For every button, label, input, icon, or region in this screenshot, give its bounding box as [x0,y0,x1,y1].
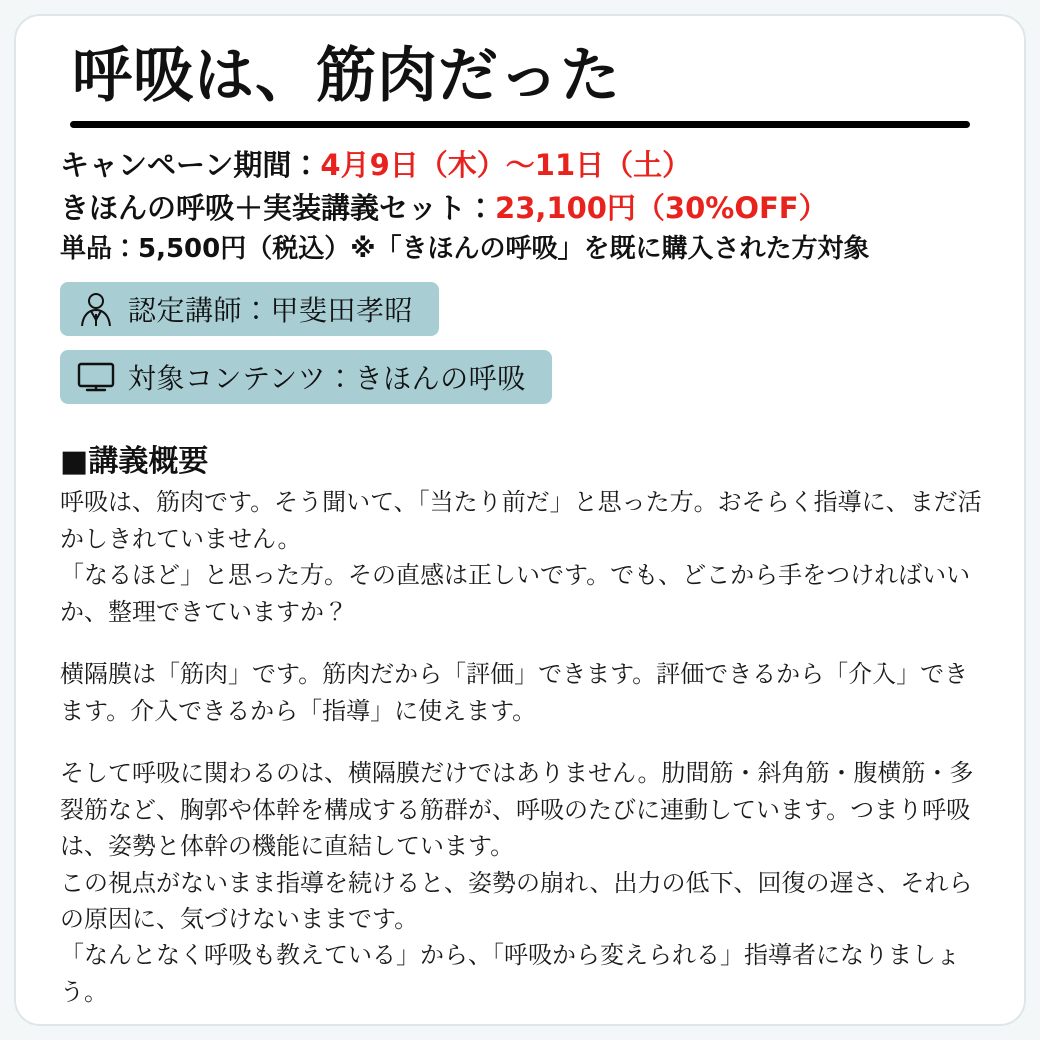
card-inner [16,16,1024,1010]
content-chip [60,350,552,404]
instructor-chip-label: 認定講師：甲斐田孝昭 [128,294,414,328]
section-heading: ■講義概要 [60,444,209,480]
paragraph-spacer-1 [60,630,990,656]
single-price-line: 単品：5,500円（税込）※「きほんの呼吸」を既に購入された方対象 [60,233,870,264]
campaign-period-label: キャンペーン期間： [60,148,321,182]
paragraph-spacer-2 [60,729,990,755]
paragraph-6: 「なんとなく呼吸も教えている」から、「呼吸から変えられる」指導者になりましょう。 [60,941,960,1006]
instructor-chip-row [60,268,990,336]
campaign-period-value: 4月9日（木）〜11日（土） [320,148,692,182]
paragraph-2: 「なるほど」と思った方。その直感は正しいです。でも、どこから手をつければいいか、整理できていますか？ [60,561,971,626]
page-title: 呼吸は、筋肉だった [72,41,621,111]
set-price-line [60,187,990,230]
paragraph-1: 呼吸は、筋肉です。そう聞いて、「当たり前だ」と思った方。おそらく指導に、まだ活かしきれていません。 [60,488,982,553]
instructor-chip [60,282,439,336]
campaign-info [60,144,990,268]
title-divider [70,121,970,128]
content-chip-row [60,336,990,404]
campaign-period-line [60,144,990,187]
promo-card [14,14,1026,1026]
paragraph-3: 横隔膜は「筋肉」です。筋肉だから「評価」できます。評価できるから「介入」できます。介入できるから「指導」に使えます。 [60,660,969,725]
instructor-icon [74,289,118,329]
monitor-icon [74,357,118,397]
content-chip-label: 対象コンテンツ：きほんの呼吸 [128,362,526,396]
set-price-value: 23,100円（30%OFF） [495,190,828,225]
set-price-label: きほんの呼吸＋実装講義セット： [60,190,496,225]
paragraph-4: そして呼吸に関わるのは、横隔膜だけではありません。肋間筋・斜角筋・腹横筋・多裂筋など、胸郭や体幹を構成する筋群が、呼吸のたびに連動しています。つまり呼吸は、姿勢と体幹の機能に直結しています。 [60,759,974,861]
paragraph-5: この視点がないまま指導を続けると、姿勢の崩れ、出力の低下、回復の遅さ、それらの原因に、気づけないままです。 [60,868,973,933]
